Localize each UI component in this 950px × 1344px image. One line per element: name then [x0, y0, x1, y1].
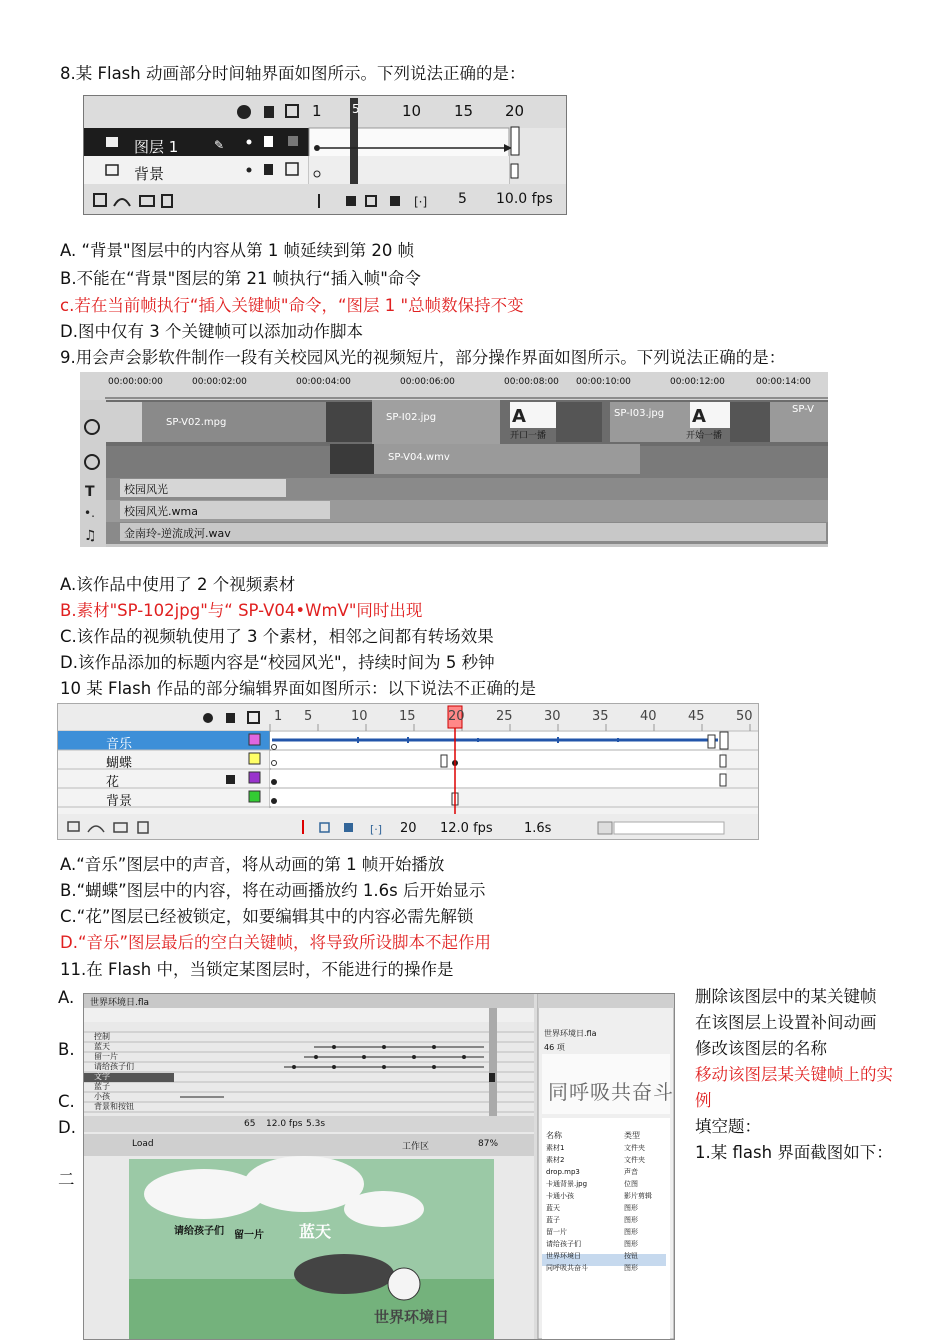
q10-option-c: C.“花”图层已经被锁定，如要编辑其中的内容必需先解锁: [60, 907, 474, 926]
q11-preview-text: 同呼吸共奋斗: [548, 1080, 674, 1104]
svg-text:A: A: [692, 406, 706, 427]
q11-layer-7[interactable]: 背景和按钮: [94, 1102, 134, 1111]
q9-option-a: A.该作品中使用了 2 个视频素材: [60, 575, 296, 594]
q11-layer-4[interactable]: 文字: [94, 1072, 110, 1081]
library-item-name: 请给孩子们: [546, 1240, 581, 1248]
library-item[interactable]: [546, 1238, 670, 1250]
q8-ruler: [312, 102, 562, 122]
library-item-type: 文件夹: [624, 1144, 645, 1152]
q10-layer-music[interactable]: 音乐: [106, 737, 133, 752]
q11-layer-3[interactable]: 请给孩子们: [94, 1062, 134, 1071]
eye-icon: [203, 713, 213, 723]
q11-file-tab[interactable]: 世界环境日.fla: [90, 998, 150, 1008]
q11-status-time: 5.3s: [306, 1119, 326, 1129]
q8-ruler-5: 5: [352, 102, 360, 116]
q11-letter-b: B.: [58, 1040, 75, 1059]
lock-icon: [226, 713, 235, 723]
q8-option-c: c.若在当前帧执行“插入关键帧"命令，“图层 1 "总帧数保持不变: [60, 296, 524, 315]
q10-ruler-1: 1: [274, 709, 283, 724]
q10-ruler: [268, 709, 758, 727]
library-item[interactable]: [546, 1154, 670, 1166]
q10-flash-timeline: [57, 703, 759, 840]
q11-letter-a: A.: [58, 988, 75, 1007]
q9-clip-title-1[interactable]: 开口一播: [510, 431, 547, 441]
library-item-name: 蓝子: [546, 1216, 560, 1224]
library-item-name: 同呼吸共奋斗: [546, 1264, 588, 1272]
library-item[interactable]: [546, 1226, 670, 1238]
q9-timecode-6: 00:00:12:00: [670, 377, 725, 387]
q11-library-count: 46 项: [544, 1043, 565, 1052]
library-item[interactable]: [546, 1166, 670, 1178]
q8-ruler-20: 20: [505, 102, 525, 120]
q8-ruler-1: 1: [312, 102, 322, 120]
svg-text:✎: ✎: [214, 138, 225, 152]
q10-question: 10 某 Flash 作品的部分编辑界面如图所示：以下说法不正确的是: [60, 679, 536, 698]
library-item-type: 图形: [624, 1240, 638, 1248]
q9-timecode-3: 00:00:06:00: [400, 377, 455, 387]
library-item[interactable]: [546, 1142, 670, 1154]
library-item-type: 位图: [624, 1180, 638, 1188]
q9-timecode-1: 00:00:02:00: [192, 377, 247, 387]
q8-status-fps: 10.0 fps: [496, 191, 553, 207]
library-item-type: 声音: [624, 1168, 638, 1176]
q8-ruler-10: 10: [402, 102, 422, 120]
q9-timecode-5: 00:00:10:00: [576, 377, 631, 387]
library-item[interactable]: [546, 1262, 670, 1274]
q11-option-a: 删除该图层中的某关键帧: [695, 987, 877, 1006]
q10-option-d: D.“音乐”图层最后的空白关键帧，将导致所设脚本不起作用: [60, 933, 492, 952]
q10-ruler-50: 50: [736, 709, 753, 724]
q9-track-voice[interactable]: 校园风光.wma: [124, 505, 198, 518]
q11-layer-2[interactable]: 留一片: [94, 1052, 118, 1061]
library-item-type: 图形: [624, 1216, 638, 1224]
svg-text:A: A: [512, 406, 526, 427]
q11-layer-list: [94, 1032, 174, 1112]
fill-dash: 二: [58, 1170, 75, 1189]
q9-track-title[interactable]: 校园风光: [124, 483, 168, 496]
eye-icon: [237, 105, 251, 119]
q8-question: 8.某 Flash 动画部分时间轴界面如图所示。下列说法正确的是：: [60, 64, 526, 83]
q9-timecode-7: 00:00:14:00: [756, 377, 811, 387]
q10-option-b: B.“蝴蝶”图层中的内容，将在动画播放约 1.6s 后开始显示: [60, 881, 486, 900]
library-item-name: drop.mp3: [546, 1168, 580, 1176]
library-item-type: 图形: [624, 1264, 638, 1272]
q10-status-fps: 12.0 fps: [440, 821, 493, 836]
q10-ruler-10: 10: [351, 709, 368, 724]
library-item-name: 卡通背景.jpg: [546, 1180, 588, 1188]
library-item-name: 留一片: [546, 1228, 567, 1236]
q8-layer-1-label[interactable]: 图层 1: [134, 138, 179, 156]
q11-library-list: [546, 1142, 670, 1274]
q9-question: 9.用会声会影软件制作一段有关校园风光的视频短片，部分操作界面如图所示。下列说法正确的是：: [60, 348, 786, 367]
q10-ruler-5: 5: [304, 709, 313, 724]
q9-clip-i03[interactable]: SP-I03.jpg: [614, 408, 665, 419]
voice-track-icon: •.: [84, 506, 95, 520]
library-item-type: 图形: [624, 1204, 638, 1212]
q9-video-timeline: [80, 372, 828, 547]
q9-option-d: D.该作品添加的标题内容是“校园风光"，持续时间为 5 秒钟: [60, 653, 495, 672]
q11-question: 11.在 Flash 中，当锁定某图层时，不能进行的操作是: [60, 960, 454, 979]
library-item-name: 素材1: [546, 1144, 565, 1152]
q9-clip-title-2[interactable]: 开始一播: [686, 431, 723, 441]
q9-clip-v02[interactable]: SP-V02.mpg: [166, 417, 227, 428]
q11-letter-c: C.: [58, 1092, 75, 1111]
title-track-icon: T: [85, 484, 95, 500]
q10-status-frame: 20: [400, 821, 417, 836]
q11-library-header-name: 名称: [546, 1131, 562, 1140]
q10-ruler-20: 20: [448, 709, 465, 724]
q8-option-a: A. “背景"图层中的内容从第 1 帧延续到第 20 帧: [60, 241, 415, 260]
svg-text:[·]: [·]: [414, 195, 428, 209]
library-item-name: 卡通小孩: [546, 1192, 574, 1200]
q11-library-title[interactable]: 世界环境日.fla: [544, 1029, 597, 1038]
q10-layer-background[interactable]: 背景: [106, 794, 133, 809]
q8-option-b: B.不能在“背景"图层的第 21 帧执行“插入帧"命令: [60, 269, 421, 288]
q11-workspace[interactable]: 工作区: [402, 1142, 430, 1152]
q9-track-music[interactable]: 金南玲-逆流成河.wav: [124, 527, 231, 540]
q11-zoom[interactable]: 87%: [478, 1139, 499, 1149]
library-item-name: 素材2: [546, 1156, 565, 1164]
fill-item-1: 1.某 flash 界面截图如下：: [695, 1143, 893, 1162]
q9-clip-v04[interactable]: SP-V04.wmv: [388, 452, 450, 463]
q10-layer-butterfly[interactable]: 蝴蝶: [106, 756, 133, 771]
q8-flash-timeline: [83, 95, 567, 215]
q11-status-fps: 12.0 fps: [266, 1119, 303, 1129]
q8-status-frame: 5: [458, 191, 467, 207]
library-item[interactable]: [546, 1202, 670, 1214]
q8-layer-bg-label[interactable]: 背景: [134, 165, 165, 183]
q11-layer-5[interactable]: 蓝子: [94, 1082, 110, 1091]
q10-ruler-45: 45: [688, 709, 705, 724]
q9-timecode-4: 00:00:08:00: [504, 377, 559, 387]
q11-layer-0[interactable]: 控制: [94, 1032, 110, 1041]
q10-status-time: 1.6s: [524, 821, 552, 836]
library-item-type: 图形: [624, 1228, 638, 1236]
q11-layer-6[interactable]: 小孩: [94, 1092, 110, 1101]
library-item[interactable]: [546, 1214, 670, 1226]
fill-heading: 填空题：: [695, 1117, 761, 1136]
svg-text:[·]: [·]: [370, 823, 383, 836]
q10-layer-flower[interactable]: 花: [106, 775, 120, 790]
q11-option-b: 在该图层上设置补间动画: [695, 1013, 877, 1032]
q11-flash-screenshot: [83, 993, 675, 1340]
q9-timeline-graphic: [80, 372, 828, 547]
music-track-icon: ♫: [84, 528, 97, 544]
q11-stage-text-1: 留一片: [234, 1230, 264, 1241]
library-item[interactable]: [546, 1178, 670, 1190]
lock-icon: [264, 106, 274, 118]
library-item[interactable]: [546, 1190, 670, 1202]
q11-option-c: 修改该图层的名称: [695, 1039, 827, 1058]
q11-stage-text-3: 世界环境日: [374, 1308, 450, 1326]
q11-library-header-type: 类型: [624, 1131, 640, 1140]
q9-option-c: C.该作品的视频轨使用了 3 个素材，相邻之间都有转场效果: [60, 627, 494, 646]
q11-status-frame: 65: [244, 1119, 256, 1129]
q9-timecodes: [108, 377, 828, 395]
q10-ruler-35: 35: [592, 709, 609, 724]
q11-letter-d: D.: [58, 1118, 76, 1137]
q11-layer-1[interactable]: 蓝天: [94, 1042, 110, 1051]
lock-icon: [226, 775, 235, 784]
q8-ruler-15: 15: [454, 102, 474, 120]
library-item[interactable]: [546, 1250, 670, 1262]
library-item-type: 影片剪辑: [624, 1192, 652, 1200]
q9-option-b: B.素材"SP-102jpg"与“ SP-V04•WmV"同时出现: [60, 601, 423, 620]
q9-timecode-2: 00:00:04:00: [296, 377, 351, 387]
library-item-name: 世界环境日: [546, 1252, 581, 1260]
q9-clip-v-end[interactable]: SP-V: [792, 404, 815, 415]
q10-ruler-40: 40: [640, 709, 657, 724]
q10-ruler-15: 15: [399, 709, 416, 724]
q11-stage-text-2: 蓝天: [299, 1222, 332, 1241]
library-item-type: 按钮: [624, 1252, 638, 1260]
q9-clip-i02[interactable]: SP-I02.jpg: [386, 412, 437, 423]
q10-ruler-30: 30: [544, 709, 561, 724]
q8-option-d: D.图中仅有 3 个关键帧可以添加动作脚本: [60, 322, 363, 341]
q11-scene-label[interactable]: Load: [132, 1139, 154, 1149]
library-item-name: 蓝天: [546, 1204, 560, 1212]
q10-ruler-25: 25: [496, 709, 513, 724]
q9-timecode-0: 00:00:00:00: [108, 377, 163, 387]
q11-option-d: 移动该图层某关键帧上的实例: [695, 1065, 893, 1110]
q11-options: [695, 984, 905, 1166]
library-item-type: 文件夹: [624, 1156, 645, 1164]
q10-option-a: A.“音乐”图层中的声音，将从动画的第 1 帧开始播放: [60, 855, 445, 874]
q11-stage-text-0: 请给孩子们: [174, 1226, 224, 1237]
